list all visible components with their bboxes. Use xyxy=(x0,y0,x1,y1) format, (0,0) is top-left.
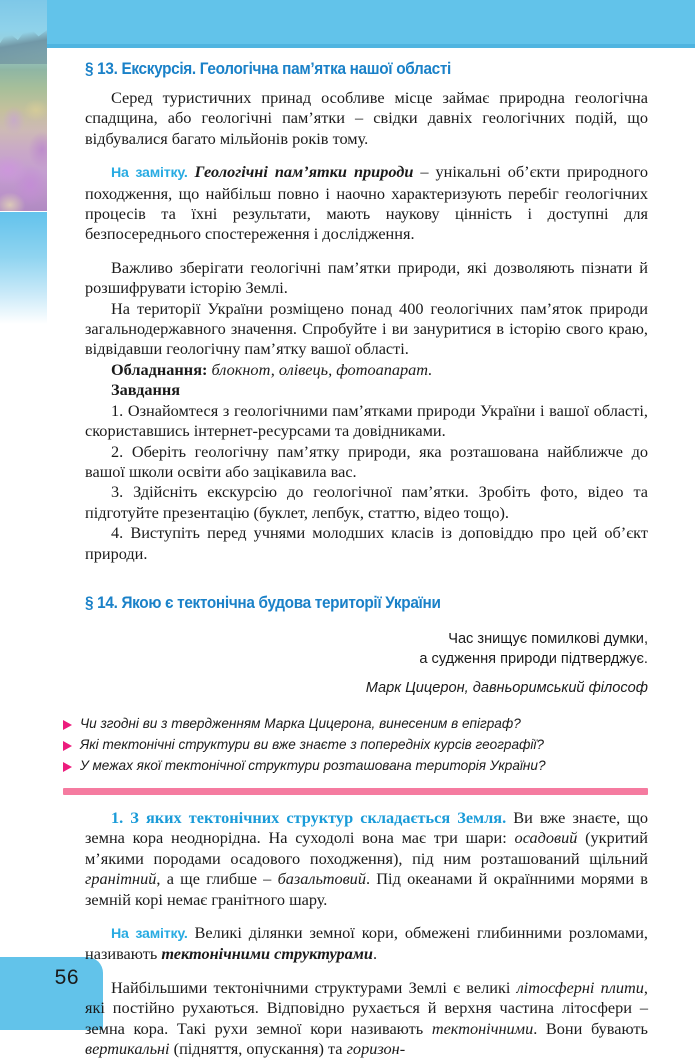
term-lithospheric-plates: літосферні плити xyxy=(516,977,644,997)
epigraph xyxy=(85,629,648,698)
question-text: Які тектонічні структури ви вже знаєте з попередніх курсів географії? xyxy=(80,736,544,752)
term-granite: гранітний xyxy=(85,869,157,889)
note-label: На замітку. xyxy=(111,165,188,182)
final-body-3: . Вони бувають xyxy=(533,1018,648,1038)
section-13-tasks-label: Завдання xyxy=(111,380,181,400)
final-body-2: , які постійно рухаються. Відповідно рухається й верхня частина літосфери – земна кора. Такі рухи земної кори називають xyxy=(85,977,648,1038)
list-item xyxy=(63,715,648,733)
question-text: У межах якої тектонічної структури розташована територія України? xyxy=(80,757,546,773)
note-term: тектонічними структурами xyxy=(161,944,373,964)
decorative-blue-gradient-strip xyxy=(0,212,47,324)
note-label: На замітку. xyxy=(111,925,188,942)
question-list xyxy=(80,715,648,775)
photo-mountain-ridge xyxy=(0,18,47,64)
subsection-body-1: Ви вже знаєте, що земна кора неоднорідна. На суходолі вона має три шари: xyxy=(85,807,649,848)
final-body-4: (підняття, опускання) та xyxy=(169,1039,347,1058)
section-14-heading: § 14. Якою є тектонічна будова території України xyxy=(85,593,441,612)
question-text: Чи згодні ви з твердженням Марка Цицерона, винесеним в епіграф? xyxy=(80,715,521,731)
page-number: 56 xyxy=(54,966,79,989)
term-vertical: вертикальні xyxy=(85,1039,170,1058)
note-body-1: Великі ділянки земної кори, обмежені глибинними розломами, називають xyxy=(85,922,648,964)
epigraph-line-1: Час знищує помилкові думки, xyxy=(448,630,648,647)
section-13-note-paragraph xyxy=(85,162,648,245)
pink-divider xyxy=(63,788,648,795)
triangle-bullet-icon xyxy=(63,720,72,730)
epigraph-author: Марк Цицерон, давньоримський філософ xyxy=(365,679,648,696)
section-13-intro-paragraph: Серед туристичних принад особливе місце займає природна геологічна спадщина, або геологічні пам’ятки – свідки давніх геологічних подій, що відбувалися багато мільйонів років тому. xyxy=(85,88,648,148)
note-body-2: . xyxy=(372,944,378,964)
task-item: 2. Оберіть геологічну пам’ятку природи, яка розташована найближче до вашої школи освіти або зацікавила вас. xyxy=(85,441,648,481)
equipment-value: блокнот, олівець, фотоапарат. xyxy=(207,359,433,379)
subsection-body-2: (укритий м’якими породами осадового походження), під ним розташований щільний xyxy=(85,828,648,868)
page-content xyxy=(80,48,649,1059)
section-14-final-paragraph xyxy=(85,978,648,1059)
section-14-note-paragraph xyxy=(85,923,648,965)
epigraph-line-2: а судження природи підтверджує. xyxy=(419,650,648,667)
header-blue-band xyxy=(47,0,695,48)
term-basalt: базальтовий xyxy=(277,869,366,889)
subsection-body-4: . Під океанами й окраїнними морями в земній корі немає гранітного шару. xyxy=(85,869,648,909)
task-item: 1. Ознайомтеся з геологічними пам’ятками природи України і вашої області, скориставшись інтернет-ресурсами та довідниками. xyxy=(85,400,648,441)
subsection-title: 1. З яких тектонічних структур складається Земля. xyxy=(111,807,507,827)
note-term: Геологічні пам’ятки природи xyxy=(194,162,414,182)
section-13-important-paragraph: Важливо зберігати геологічні пам’ятки природи, які дозволяють пізнати й розшифрувати історію Землі. xyxy=(85,257,648,298)
section-13-ukraine-paragraph: На території України розміщено понад 400 геологічних пам’яток природи загальнодержавного значення. Спробуйте і ви зануритися в історію свого краю, відвідавши геологічну пам’ятку вашої області. xyxy=(85,298,648,359)
list-item xyxy=(63,736,648,754)
term-sedimentary: осадовий xyxy=(514,828,578,848)
term-horizontal-hyphenated: горизон- xyxy=(346,1039,406,1058)
task-item: 4. Виступіть перед учнями молодших класів із доповіддю про цей об’єкт природи. xyxy=(85,523,648,563)
task-item: 3. Здійсніть екскурсію до геологічної пам’ятки. Зробіть фото, відео та підготуйте презентацію (буклет, лепбук, статтю, відео тощо). xyxy=(85,482,648,522)
triangle-bullet-icon xyxy=(63,762,72,772)
decorative-photo-crocus-meadow xyxy=(0,0,47,211)
subsection-body-3: , а ще глибше – xyxy=(156,869,278,889)
triangle-bullet-icon xyxy=(63,741,72,751)
section-13-heading: § 13. Екскурсія. Геологічна пам’ятка нашої області xyxy=(85,60,451,78)
note-body: – унікальні об’єкти природного походження, що найбільш повно і наочно характеризують перебіг геологічних процесів та їхні результати, мають наукову цінність і доступні для безпосереднього спостереження і дослідження. xyxy=(85,162,648,244)
list-item xyxy=(63,757,648,775)
term-tectonic: тектонічними xyxy=(431,1018,534,1038)
final-body-1: Найбільшими тектонічними структурами Землі є великі xyxy=(111,977,517,997)
equipment-label: Обладнання: xyxy=(111,359,208,379)
section-13-equipment-line xyxy=(85,360,648,380)
subsection-1-paragraph xyxy=(85,808,648,910)
